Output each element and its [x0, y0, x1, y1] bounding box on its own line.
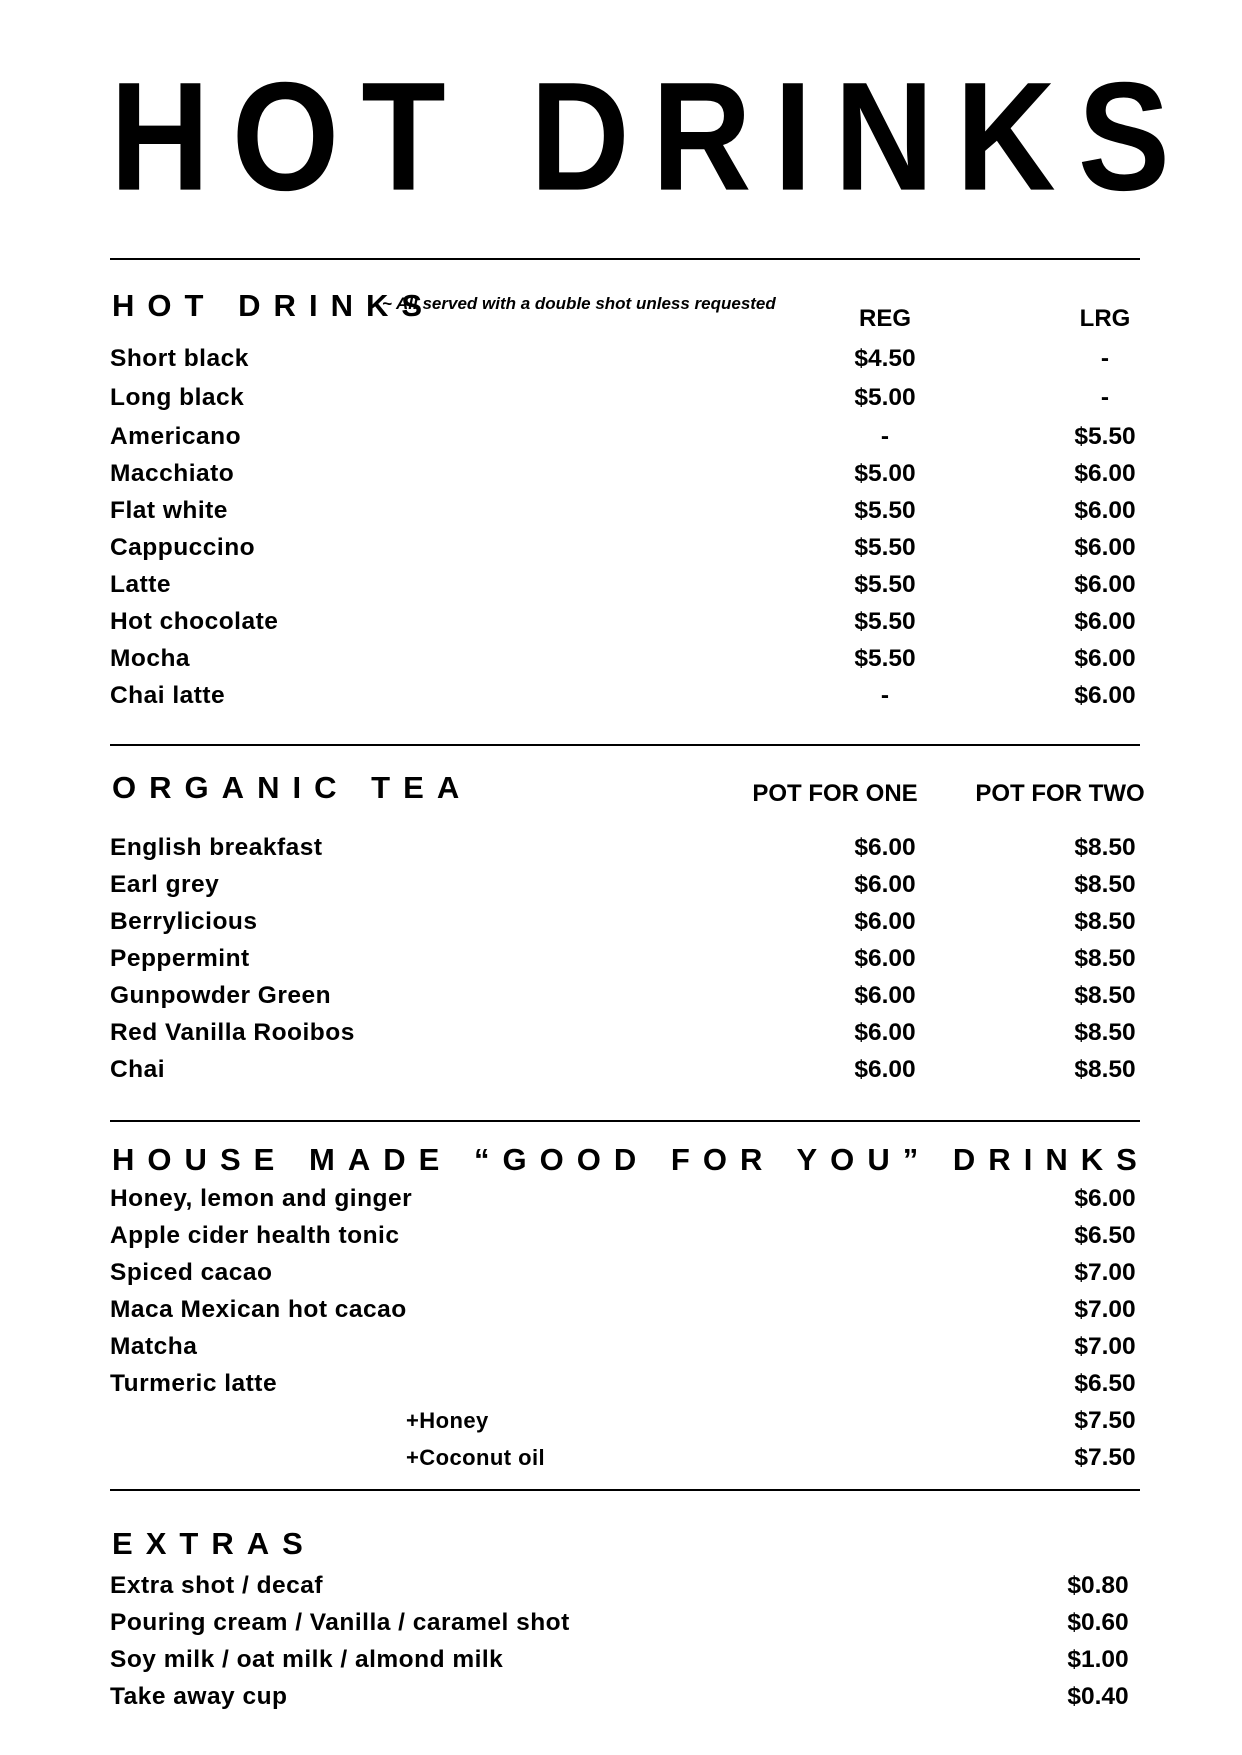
- menu-row: [0, 1645, 1242, 1675]
- title-letter: R: [651, 50, 752, 224]
- title-letter: T: [361, 50, 446, 224]
- price-lrg: -: [1100, 345, 1110, 372]
- price-pot-for-two: $8.50: [1074, 982, 1136, 1009]
- item-name: Honey, lemon and ginger: [110, 1185, 413, 1212]
- item-name: Short black: [110, 345, 249, 372]
- item-price: $7.00: [1074, 1333, 1136, 1360]
- price-lrg: $6.00: [1074, 534, 1136, 561]
- menu-row: [0, 344, 1242, 374]
- item-name: Chai: [110, 1056, 166, 1083]
- menu-row: [0, 1055, 1242, 1085]
- menu-row: [0, 1406, 1242, 1436]
- item-price: $6.00: [1074, 1185, 1136, 1212]
- item-name: Americano: [110, 423, 242, 450]
- menu-row: [0, 1608, 1242, 1638]
- price-reg: $5.00: [854, 384, 916, 411]
- item-addon-name: +Honey: [406, 1408, 489, 1433]
- section-note: ~ All served with a double shot unless requested: [382, 294, 776, 313]
- divider: [110, 1120, 1140, 1122]
- item-name: English breakfast: [110, 834, 323, 861]
- column-header-pot-for-one: POT FOR ONE: [752, 780, 918, 807]
- item-price: $7.50: [1074, 1407, 1136, 1434]
- price-pot-for-two: $8.50: [1074, 834, 1136, 861]
- item-price: $1.00: [1067, 1646, 1129, 1673]
- menu-row: [0, 644, 1242, 674]
- price-reg: $4.50: [854, 345, 916, 372]
- price-lrg: $6.00: [1074, 497, 1136, 524]
- title-letter: K: [956, 50, 1056, 224]
- item-price: $0.60: [1067, 1609, 1129, 1636]
- item-price: $0.80: [1067, 1572, 1129, 1599]
- menu-row: [0, 496, 1242, 526]
- price-reg: $5.50: [854, 645, 916, 672]
- price-reg: $5.00: [854, 460, 916, 487]
- menu-row: [0, 1369, 1242, 1399]
- price-reg: -: [880, 423, 890, 450]
- menu-row: [0, 944, 1242, 974]
- menu-row: [0, 870, 1242, 900]
- price-lrg: $6.00: [1074, 682, 1136, 709]
- item-name: Hot chocolate: [110, 608, 279, 635]
- price-pot-for-two: $8.50: [1074, 1056, 1136, 1083]
- price-pot-for-two: $8.50: [1074, 871, 1136, 898]
- menu-row: [0, 1682, 1242, 1712]
- section-heading: HOUSE MADE “GOOD FOR YOU” DRINKS: [112, 1142, 1150, 1177]
- item-price: $7.50: [1074, 1444, 1136, 1471]
- price-lrg: $6.00: [1074, 460, 1136, 487]
- menu-row: [0, 1571, 1242, 1601]
- menu-row: [0, 570, 1242, 600]
- column-header-lrg: LRG: [1079, 305, 1131, 332]
- menu-row: [0, 907, 1242, 937]
- menu-row: [0, 1443, 1242, 1473]
- item-price: $7.00: [1074, 1259, 1136, 1286]
- item-name: Red Vanilla Rooibos: [110, 1019, 355, 1046]
- menu-row: [0, 383, 1242, 413]
- item-name: Cappuccino: [110, 534, 256, 561]
- price-pot-for-one: $6.00: [854, 945, 916, 972]
- price-reg: $5.50: [854, 497, 916, 524]
- price-pot-for-two: $8.50: [1074, 945, 1136, 972]
- price-lrg: $6.00: [1074, 608, 1136, 635]
- menu-row: [0, 607, 1242, 637]
- menu-row: [0, 981, 1242, 1011]
- column-header-reg: REG: [858, 305, 911, 332]
- item-price: $6.50: [1074, 1370, 1136, 1397]
- item-name: Maca Mexican hot cacao: [110, 1296, 407, 1323]
- menu-row: [0, 1332, 1242, 1362]
- item-price: $6.50: [1074, 1222, 1136, 1249]
- menu-row: [0, 533, 1242, 563]
- divider: [110, 1489, 1140, 1491]
- item-name: Pouring cream / Vanilla / caramel shot: [110, 1609, 570, 1636]
- title-letter: O: [231, 50, 340, 224]
- item-name: Gunpowder Green: [110, 982, 332, 1009]
- divider: [110, 744, 1140, 746]
- menu-row: [0, 1221, 1242, 1251]
- menu-row: [0, 833, 1242, 863]
- item-name: Turmeric latte: [110, 1370, 278, 1397]
- item-name: Matcha: [110, 1333, 198, 1360]
- title-letter: S: [1077, 50, 1170, 224]
- price-pot-for-one: $6.00: [854, 1019, 916, 1046]
- price-lrg: $5.50: [1074, 423, 1136, 450]
- item-name: Chai latte: [110, 682, 226, 709]
- item-name: Spiced cacao: [110, 1259, 273, 1286]
- price-lrg: $6.00: [1074, 571, 1136, 598]
- item-name: Berrylicious: [110, 908, 258, 935]
- item-name: Flat white: [110, 497, 228, 524]
- price-pot-for-two: $8.50: [1074, 908, 1136, 935]
- item-price: $0.40: [1067, 1683, 1129, 1710]
- price-pot-for-one: $6.00: [854, 982, 916, 1009]
- price-reg: $5.50: [854, 608, 916, 635]
- title-letter: I: [773, 50, 813, 224]
- price-pot-for-one: $6.00: [854, 1056, 916, 1083]
- item-name: Long black: [110, 384, 245, 411]
- column-header-pot-for-two: POT FOR TWO: [975, 780, 1145, 807]
- title-letter: H: [110, 50, 210, 224]
- price-pot-for-two: $8.50: [1074, 1019, 1136, 1046]
- menu-row: [0, 422, 1242, 452]
- section-heading: ORGANIC TEA: [112, 770, 473, 805]
- price-pot-for-one: $6.00: [854, 908, 916, 935]
- menu-row: [0, 1258, 1242, 1288]
- menu-row: [0, 681, 1242, 711]
- price-reg: $5.50: [854, 571, 916, 598]
- item-name: Extra shot / decaf: [110, 1572, 324, 1599]
- item-name: Take away cup: [110, 1683, 288, 1710]
- item-name: Mocha: [110, 645, 191, 672]
- price-lrg: -: [1100, 384, 1110, 411]
- menu-row: [0, 1184, 1242, 1214]
- price-lrg: $6.00: [1074, 645, 1136, 672]
- title-letter: D: [530, 50, 630, 224]
- section-heading: HOT DRINKS: [112, 288, 436, 323]
- menu-row: [0, 1018, 1242, 1048]
- item-name: Soy milk / oat milk / almond milk: [110, 1646, 504, 1673]
- page-title: [110, 50, 1170, 224]
- divider: [110, 258, 1140, 260]
- item-name: Macchiato: [110, 460, 235, 487]
- item-addon-name: +Coconut oil: [406, 1445, 546, 1470]
- menu-row: [0, 459, 1242, 489]
- item-name: Latte: [110, 571, 171, 598]
- item-price: $7.00: [1074, 1296, 1136, 1323]
- item-name: Earl grey: [110, 871, 220, 898]
- section-heading: EXTRAS: [112, 1526, 316, 1561]
- title-letter: N: [834, 50, 934, 224]
- menu-row: [0, 1295, 1242, 1325]
- price-pot-for-one: $6.00: [854, 871, 916, 898]
- item-name: Apple cider health tonic: [110, 1222, 400, 1249]
- price-pot-for-one: $6.00: [854, 834, 916, 861]
- price-reg: $5.50: [854, 534, 916, 561]
- price-reg: -: [880, 682, 890, 709]
- item-name: Peppermint: [110, 945, 250, 972]
